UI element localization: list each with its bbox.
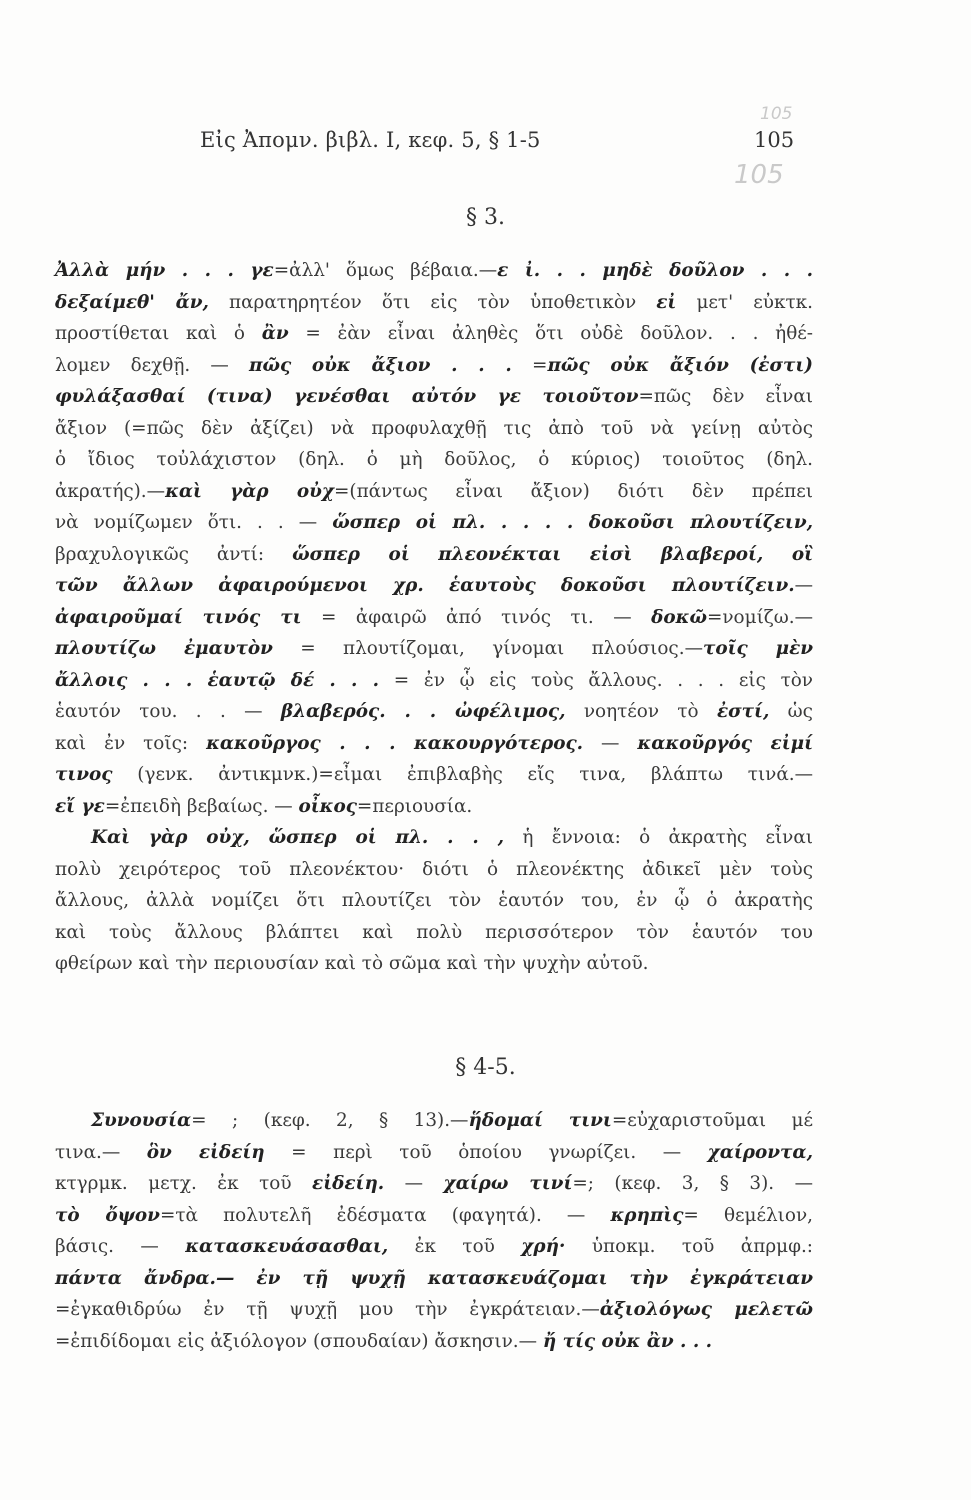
- text-line: [55, 287, 813, 319]
- lemma-text: κακοῦργος . . . κακουργότερος.: [206, 732, 584, 754]
- page-number: 105: [754, 128, 795, 152]
- text-line: [55, 602, 813, 634]
- gloss-text: = ἐν ᾧ εἰς τοὺς ἄλλους. . . . εἰς τὸν: [379, 669, 813, 691]
- gloss-text: ἄλλους, ἀλλὰ νομίζει ὅτι πλουτίζει τὸν ἑαυτόν του, ἐν ᾧ ὁ ἀκρατὴς: [55, 890, 813, 911]
- text-line: [55, 885, 813, 917]
- lemma-text: ἐστί,: [716, 701, 770, 722]
- lemma-text: τὸ ὄψον: [55, 1204, 160, 1226]
- gloss-text: νὰ νομίζωμεν ὅτι. . . —: [55, 512, 333, 533]
- lemma-text: πῶς οὐκ ἄξιον . . .: [249, 354, 512, 376]
- gloss-text: =ἐπειδὴ βεβαίως. —: [104, 795, 299, 817]
- gloss-text: = περὶ τοῦ ὁποίου γνωρίζει. —: [264, 1141, 708, 1163]
- text-line: [55, 1294, 813, 1326]
- gloss-text: =εὐχαριστοῦμαι μέ: [611, 1110, 813, 1131]
- gloss-text: =πῶς δὲν εἶναι: [638, 386, 813, 407]
- text-line: [55, 696, 813, 728]
- text-line: [55, 854, 813, 886]
- text-line: [55, 665, 813, 697]
- lemma-text: ὥσπερ οἱ πλεονέκται εἰσὶ βλαβεροί, οἳ: [292, 543, 813, 565]
- gloss-text: = ἀφαιρῶ ἀπό τινός τι. —: [301, 606, 652, 628]
- lemma-text: εἰ: [656, 291, 677, 313]
- lemma-text: χρή·: [521, 1236, 566, 1257]
- gloss-text: =: [511, 354, 548, 376]
- gloss-text: νοητέον τὸ: [565, 701, 717, 722]
- text-line: [55, 1231, 813, 1263]
- gloss-text: =(πάντως εἶναι ἄξιον) διότι δὲν πρέπει: [334, 480, 813, 502]
- gloss-text: =ἐπιδίδομαι εἰς ἀξιόλογον (σπουδαίαν) ἄσκησιν.—: [55, 1330, 543, 1352]
- text-line: [55, 948, 813, 980]
- lemma-text: Ἀλλὰ μήν . . . γε: [55, 260, 274, 281]
- lemma-text: ὃν εἰδείη: [146, 1141, 265, 1163]
- text-line: [55, 476, 813, 508]
- lemma-text: πάντα ἄνδρα.— ἐν τῇ ψυχῇ κατασκευάζομαι τὴν ἐγκράτειαν: [55, 1267, 813, 1289]
- gloss-text: ἐκ τοῦ: [388, 1236, 522, 1257]
- running-title: Εἰς Ἀπομν. βιβλ. Ι, κεφ. 5, § 1-5: [200, 128, 541, 152]
- text-line: [55, 1137, 813, 1169]
- gloss-text: (γενκ. ἀντικμνκ.)=εἶμαι ἐπιβλαβὴς εἴς τινα, βλάπτω τινά.—: [112, 764, 813, 785]
- lemma-text: ἀξιολόγως μελετῶ: [599, 1299, 813, 1320]
- gloss-text: λομεν δεχθῇ. —: [55, 354, 249, 376]
- lemma-text: κρηπὶς: [610, 1204, 684, 1226]
- section-4-5-heading: § 4-5.: [455, 1055, 516, 1080]
- gloss-text: =ἀλλ' ὅμως βέβαια.—: [273, 260, 498, 281]
- gloss-text: = ; (κεφ. 2, § 13).—: [191, 1110, 469, 1131]
- pencil-page-mark-middle: 105: [734, 160, 784, 190]
- text-line: [55, 539, 813, 571]
- text-line: [55, 507, 813, 539]
- gloss-text: βάσις. —: [55, 1236, 186, 1257]
- section-4-5-commentary: [55, 1105, 813, 1357]
- gloss-text: =τὰ πολυτελῆ ἐδέσματα (φαγητά). —: [159, 1204, 611, 1226]
- text-line: [55, 1263, 813, 1295]
- lemma-text: ἄλλοις . . . ἑαυτῷ δέ . . .: [55, 669, 380, 691]
- gloss-text: —: [794, 575, 813, 596]
- text-line: [55, 444, 813, 476]
- lemma-text: φυλάξασθαί (τινα) γενέσθαι αὐτόν γε τοιοῦτον: [55, 386, 639, 407]
- gloss-text: καὶ τοὺς ἄλλους βλάπτει καὶ πολὺ περισσότερον τὸν ἑαυτόν του: [55, 921, 813, 943]
- lemma-text: πλουτίζω ἐμαυτὸν: [55, 638, 273, 659]
- text-line: [55, 381, 813, 413]
- lemma-text: βλαβερός. . . ὠφέλιμος,: [280, 701, 566, 722]
- text-line: [55, 728, 813, 760]
- gloss-text: = πλουτίζομαι, γίνομαι πλούσιος.—: [272, 638, 703, 659]
- gloss-text: = θεμέλιον,: [683, 1204, 813, 1226]
- text-line: [55, 822, 813, 854]
- text-line: [55, 255, 813, 287]
- gloss-text: —: [583, 732, 638, 754]
- gloss-text: ἡ ἔννοια: ὁ ἀκρατὴς εἶναι: [504, 827, 813, 848]
- gloss-text: βραχυλογικῶς ἀντί:: [55, 543, 293, 565]
- text-line: [55, 570, 813, 602]
- text-line: [55, 1168, 813, 1200]
- gloss-text: ἑαυτόν του. . . —: [55, 701, 281, 722]
- gloss-text: παρατηρητέον ὅτι εἰς τὸν ὑποθετικὸν: [208, 291, 657, 313]
- pencil-page-mark-top: 105: [760, 104, 793, 124]
- gloss-text: φθείρων καὶ τὴν περιουσίαν καὶ τὸ σῶμα καὶ τὴν ψυχὴν αὐτοῦ.: [55, 953, 649, 974]
- lemma-text: ἂν: [261, 323, 289, 344]
- lemma-text: χαίροντα,: [707, 1141, 813, 1163]
- lemma-text: κατασκευάσασθαι,: [185, 1236, 389, 1257]
- lemma-text: χαίρω τινί: [443, 1173, 573, 1194]
- gloss-text: καὶ ἐν τοῖς:: [55, 732, 207, 754]
- gloss-text: = ἐὰν εἶναι ἀληθὲς ὅτι οὐδὲ δοῦλον. . . ἠθέ-: [288, 323, 814, 344]
- lemma-text: τῶν ἄλλων ἀφαιρούμενοι χρ. ἑαυτοὺς δοκοῦσι πλουτίζειν.: [55, 575, 795, 596]
- lemma-text: Συνουσία: [91, 1110, 192, 1131]
- lemma-text: εἴ γε: [55, 795, 105, 817]
- gloss-text: ἀκρατής).—: [55, 480, 166, 502]
- gloss-text: προστίθεται καὶ ὁ: [55, 323, 262, 344]
- lemma-text: κακοῦργός εἰμί: [637, 732, 813, 754]
- gloss-text: τινα.—: [55, 1141, 147, 1163]
- lemma-text: δοκῶ: [651, 606, 707, 628]
- text-line: [55, 633, 813, 665]
- text-line: [55, 413, 813, 445]
- gloss-text: —: [384, 1173, 444, 1194]
- lemma-text: εἰδείη.: [312, 1173, 385, 1194]
- lemma-text: Καὶ γὰρ οὐχ, ὥσπερ οἱ πλ. . . ,: [91, 827, 505, 848]
- gloss-text: =ἐγκαθιδρύω ἐν τῇ ψυχῇ μου τὴν ἐγκράτειαν.—: [55, 1299, 600, 1320]
- text-line: [55, 759, 813, 791]
- lemma-text: ε ἰ. . . μηδὲ δοῦλον . . .: [497, 260, 813, 281]
- lemma-text: καὶ γὰρ οὐχ: [165, 480, 335, 502]
- text-line: [55, 1200, 813, 1232]
- gloss-text: πολὺ χειρότερος τοῦ πλεονέκτου· διότι ὁ πλεονέκτης ἀδικεῖ μὲν τοὺς: [55, 858, 813, 880]
- lemma-text: τινος: [55, 764, 113, 785]
- lemma-text: πῶς οὐκ ἄξιόν (ἐστι): [547, 354, 814, 376]
- section-3-commentary: [55, 255, 813, 980]
- gloss-text: μετ' εὐκτκ.: [676, 291, 813, 313]
- gloss-text: ὁ ἴδιος τοὐλάχιστον (δηλ. ὁ μὴ δοῦλος, ὁ κύριος) τοιοῦτος (δηλ.: [55, 449, 813, 470]
- gloss-text: =; (κεφ. 3, § 3). —: [572, 1173, 813, 1194]
- lemma-text: ὥσπερ οἱ πλ. . . . . δοκοῦσι πλουτίζειν,: [332, 512, 813, 533]
- lemma-text: ἀφαιροῦμαί τινός τι: [55, 606, 302, 628]
- lemma-text: δεξαίμεθ' ἄν,: [55, 291, 209, 313]
- text-line: [55, 791, 813, 823]
- lemma-text: οἶκος: [298, 795, 357, 817]
- gloss-text: =νομίζω.—: [706, 606, 813, 628]
- lemma-text: ἥδομαί τινι: [468, 1110, 612, 1131]
- gloss-text: ὑποκμ. τοῦ ἀπρμφ.:: [565, 1236, 813, 1257]
- text-line: [55, 917, 813, 949]
- gloss-text: ἄξιον (=πῶς δὲν ἀξίζει) νὰ προφυλαχθῇ τις ἀπὸ τοῦ νὰ γείνῃ αὐτὸς: [55, 417, 813, 439]
- gloss-text: κτγρμκ. μετχ. ἐκ τοῦ: [55, 1173, 313, 1194]
- gloss-text: ὡς: [769, 701, 813, 722]
- text-line: [55, 318, 813, 350]
- text-line: [55, 1326, 813, 1358]
- lemma-text: τοῖς μὲν: [702, 638, 814, 659]
- text-line: [55, 350, 813, 382]
- section-3-heading: § 3.: [466, 205, 505, 230]
- text-line: [55, 1105, 813, 1137]
- lemma-text: ἤ τίς οὐκ ἂν . . .: [542, 1330, 713, 1352]
- gloss-text: =περιουσία.: [356, 795, 473, 817]
